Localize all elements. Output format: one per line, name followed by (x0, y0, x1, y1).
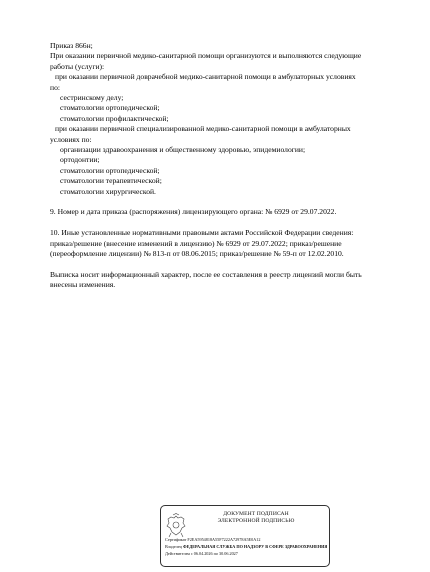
text-line: 9. Номер и дата приказа (распоряжения) лицензирующего органа: № 6929 от 29.07.2022. (50, 207, 337, 217)
electronic-signature-stamp (160, 505, 330, 567)
stamp-owner: Владелец ФЕДЕРАЛЬНАЯ СЛУЖБА ПО НАДЗОРУ В СФЕРЕ ЗДРАВООХРАНЕНИЯ (165, 544, 327, 549)
text-line: стоматологии терапевтической; (60, 176, 162, 186)
document-body (50, 41, 405, 291)
text-line: сестринскому делу; (60, 93, 124, 103)
blank-line (50, 260, 405, 270)
text-line: при оказании первичной доврачебной медико-санитарной помощи в амбулаторных условиях (55, 72, 356, 82)
text-line: стоматологии хирургической. (60, 186, 156, 196)
stamp-certificate: Сертификат F2EA5954818A55F7222A72978A5E0A12 (165, 537, 261, 542)
text-line: Выписка носит информационный характер, после ее составления в реестр лицензий могли быть (50, 269, 362, 279)
text-line: ортодонтии; (60, 155, 100, 165)
text-line: работы (услуги): (50, 61, 105, 71)
blank-line (50, 218, 405, 228)
text-line: стоматологии ортопедической; (60, 165, 160, 175)
stamp-validity: Действителен с 06.04.2026 по 30.06.2027 (165, 551, 238, 556)
text-line: (переоформление лицензии) № 813-п от 08.06.2015; приказ/решение № 59-п от 12.02.2010. (50, 249, 344, 259)
text-line: внесены изменения. (50, 280, 116, 290)
blank-line (50, 197, 405, 207)
text-line: стоматологии профилактической; (60, 113, 169, 123)
text-line: условиях по: (50, 134, 92, 144)
stamp-title: ДОКУМЕНТ ПОДПИСАН ЭЛЕКТРОННОЙ ПОДПИСЬЮ (217, 511, 295, 524)
text-line: при оказании первичной специализированной медико-санитарной помощи в амбулаторных (55, 124, 351, 134)
text-line: 10. Иные установленные нормативными правовыми актами Российской Федерации сведения: (50, 228, 354, 238)
text-line: стоматологии ортопедической; (60, 103, 160, 113)
text-line: приказ/решение (внесение изменений в лицензию) № 6929 от 29.07.2022; приказ/решение (50, 238, 342, 248)
text-line: При оказании первичной медико-санитарной помощи организуются и выполняются следующие (50, 51, 362, 61)
text-line: по: (50, 82, 60, 92)
text-line: Приказ 866н; (50, 41, 93, 50)
text-line: организации здравоохранения и общественному здоровью, эпидемиологии; (60, 145, 306, 155)
coat-of-arms-icon (165, 513, 187, 539)
